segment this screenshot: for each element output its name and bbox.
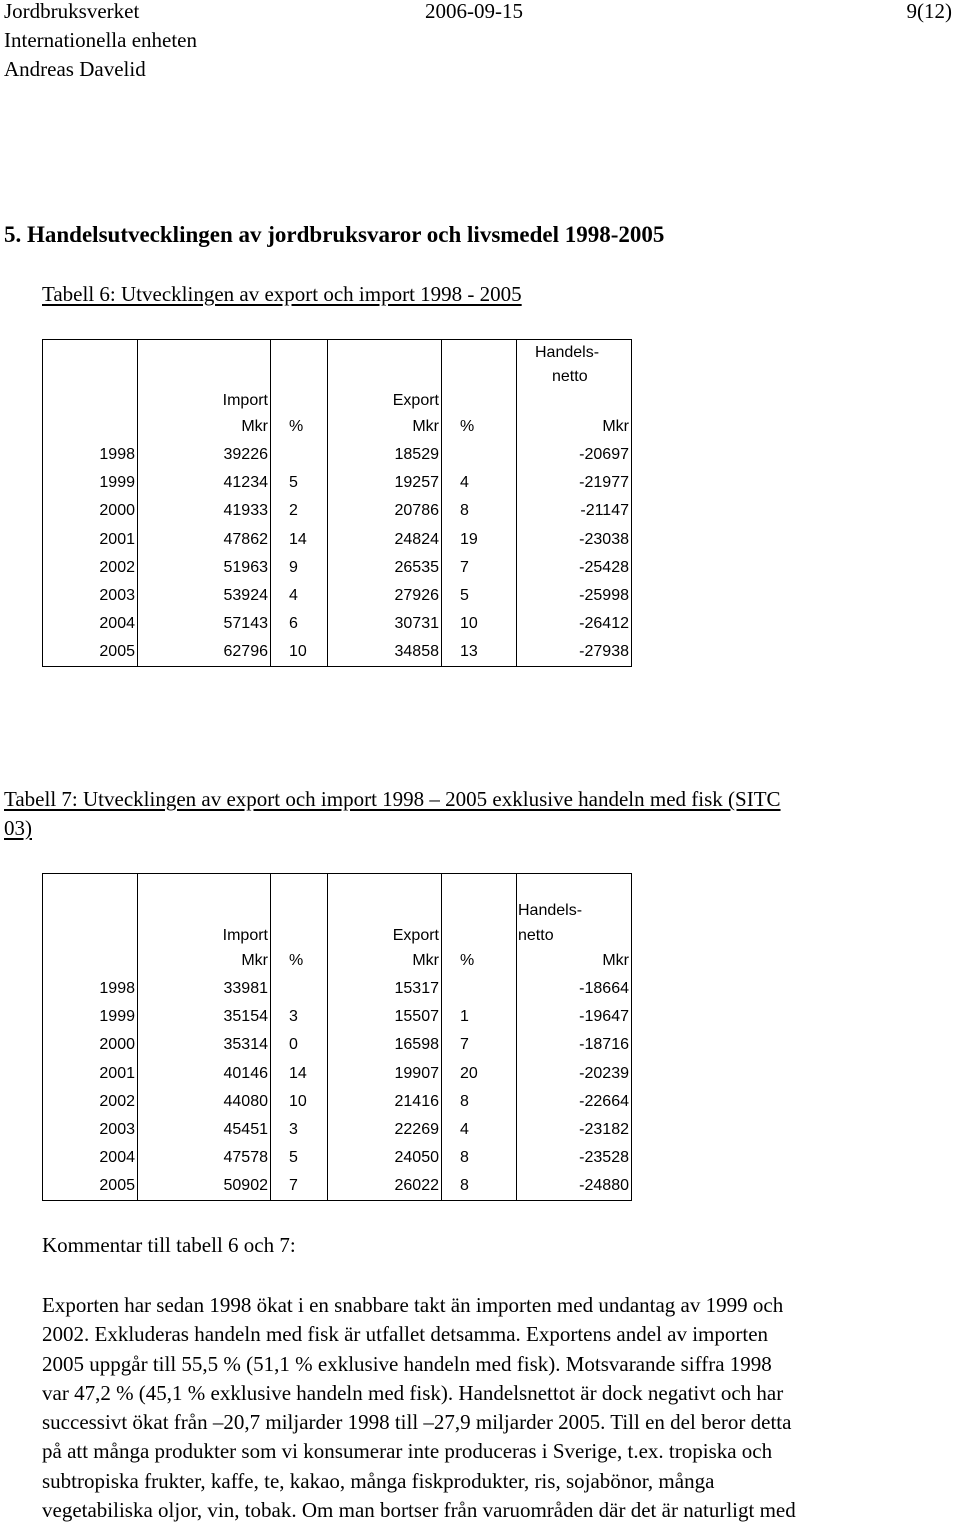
table-cell: 24050 [394,1149,439,1167]
table-cell: 35314 [223,1036,268,1054]
table-cell: 13 [460,643,478,661]
table-cell: 6 [289,615,298,633]
table-cell: 50902 [223,1177,268,1195]
row-year: 2002 [99,1092,135,1110]
column-header-netto: netto [552,368,588,385]
table-cell: -23528 [579,1149,629,1167]
table-cell: 33981 [223,980,268,997]
header-unit: Internationella enheten [4,28,197,52]
table-cell: -22664 [579,1092,629,1110]
table-cell: 51963 [223,558,268,576]
table-cell: 4 [460,1121,469,1138]
unit-label: Mkr [412,418,439,435]
table-cell: 40146 [223,1064,268,1082]
table-cell: 21416 [394,1092,439,1110]
comment-line: 2002. Exkluderas handeln med fisk är utfallet detsamma. Exportens andel av importen [42,1322,769,1347]
unit-label: % [289,952,304,969]
table-cell: 47578 [223,1149,268,1167]
row-year: 2004 [99,1149,135,1167]
table-cell: 5 [289,474,298,492]
unit-label: Mkr [602,418,629,435]
row-year: 2001 [99,530,135,548]
table-cell: -25998 [579,587,629,604]
unit-label: % [460,418,475,435]
comment-line: var 47,2 % (45,1 % exklusive handeln med fisk). Handelsnettot är dock negativt och har [42,1380,784,1405]
header-page-number: 9(12) [906,0,952,23]
unit-label: % [289,418,304,435]
table-hline [42,339,632,340]
column-header-export: Export [392,392,439,409]
table-cell: 16598 [394,1036,439,1054]
table-cell: 53924 [223,587,268,604]
table-cell: 26535 [394,558,439,576]
table-cell: 8 [460,1092,469,1110]
table-vline [270,873,271,1200]
table-vline [631,339,632,666]
row-year: 2000 [99,502,135,520]
table-vline [270,339,271,666]
unit-label: % [460,952,475,969]
table-cell: 34858 [394,643,439,661]
table-cell: -27938 [579,643,629,661]
row-year: 2001 [99,1064,135,1082]
row-year: 1999 [99,1008,135,1026]
table-cell: 4 [289,587,298,604]
table-cell: -20239 [579,1064,629,1082]
column-header-import: Import [222,927,268,944]
table-cell: 10 [289,1092,307,1110]
table-cell: 15317 [394,980,439,997]
table-cell: -18664 [579,980,629,997]
comment-line: Exporten har sedan 1998 ökat i en snabbare takt än importen med undantag av 1999 och [42,1293,784,1317]
table-cell: 41933 [223,502,268,520]
table-cell: 19 [460,530,478,548]
unit-label: Mkr [241,418,268,435]
comment-line: subtropiska frukter, kaffe, te, kakao, många fiskprodukter, ris, sojabönor, många [42,1468,715,1493]
unit-label: Mkr [241,952,268,969]
table-cell: 9 [289,558,298,576]
table-cell: -21147 [580,502,629,520]
table-cell: 3 [289,1008,298,1026]
table-cell: 7 [460,558,469,576]
table-cell: 4 [460,474,469,492]
table-cell: 8 [460,1177,469,1195]
table-vline [441,873,442,1200]
column-header-netto: Handels- [518,902,583,919]
row-year: 2003 [99,587,135,604]
table-cell: 47862 [223,530,268,548]
comment-line: vegetabiliska oljor, vin, tobak. Om man bortser från varuområden där det är naturligt med [42,1498,796,1523]
row-year: 2005 [99,1177,135,1195]
table-cell: -24880 [579,1177,629,1195]
table-cell: 14 [289,1064,307,1082]
column-header-import: Import [222,392,268,409]
table-cell: 10 [289,643,307,661]
comment-line: på att många produkter som vi konsumerar inte produceras i Sverige, t.ex. tropiska och [42,1439,773,1464]
table-cell: 7 [460,1036,469,1054]
table-cell: 57143 [223,615,268,633]
table-cell: 27926 [394,587,439,604]
table-cell: -18716 [579,1036,629,1054]
table-cell: 20 [460,1064,478,1082]
row-year: 2003 [99,1121,135,1138]
table-hline [42,666,632,667]
table-vline [631,873,632,1200]
column-header-netto: netto [518,927,554,944]
row-year: 2005 [99,643,135,661]
column-header-netto: Handels- [535,344,600,361]
row-year: 1998 [99,446,135,463]
row-year: 1999 [99,474,135,492]
unit-label: Mkr [602,952,629,969]
table-cell: -19647 [579,1008,629,1026]
table-cell: -20697 [579,446,629,463]
table-cell: 41234 [223,474,268,492]
table-cell: -25428 [579,558,629,576]
comment-paragraph [42,1291,954,1525]
table-cell: 62796 [223,643,268,661]
table-hline [42,873,632,874]
table-cell: 19257 [394,474,439,492]
table7-caption-line2: 03) [4,816,32,840]
unit-label: Mkr [412,952,439,969]
table-cell: 39226 [223,446,268,463]
table-cell: 35154 [223,1008,268,1026]
column-header-export: Export [392,927,439,944]
table-cell: 8 [460,1149,469,1167]
table-cell: 2 [289,502,298,520]
table-cell: -23038 [579,530,629,548]
table-cell: 20786 [394,502,439,520]
table-cell: 45451 [223,1121,268,1138]
table-cell: 5 [289,1149,298,1167]
table7-caption-line1: Tabell 7: Utvecklingen av export och import 1998 – 2005 exklusive handeln med fisk (SITC [4,787,781,811]
header-author: Andreas Davelid [4,57,146,81]
header-date: 2006-09-15 [425,0,523,23]
table-cell: 15507 [394,1008,439,1026]
table-cell: 24824 [394,530,439,548]
table-cell: 7 [289,1177,298,1195]
table-cell: 0 [289,1036,298,1054]
table-cell: 14 [289,530,307,548]
table-vline [441,339,442,666]
table6-caption: Tabell 6: Utvecklingen av export och import 1998 - 2005 [42,282,522,306]
row-year: 2000 [99,1036,135,1054]
section-title: 5. Handelsutvecklingen av jordbruksvaror och livsmedel 1998-2005 [4,222,665,247]
comment-line: 2005 uppgår till 55,5 % (51,1 % exklusive handeln med fisk). Motsvarande siffra 1998 [42,1351,772,1376]
table-cell: 44080 [223,1092,268,1110]
table-cell: 1 [460,1008,469,1026]
table-cell: 8 [460,502,469,520]
row-year: 2004 [99,615,135,633]
row-year: 1998 [99,980,135,997]
table-cell: 22269 [394,1121,439,1138]
table-cell: 5 [460,587,469,604]
table-cell: 19907 [394,1064,439,1082]
comment-heading: Kommentar till tabell 6 och 7: [42,1233,296,1257]
table-cell: 30731 [394,615,439,633]
table-cell: -26412 [579,615,629,633]
table-cell: 10 [460,615,478,633]
table-cell: -21977 [579,474,629,492]
row-year: 2002 [99,558,135,576]
table-cell: 18529 [394,446,439,463]
table-cell: 3 [289,1121,298,1138]
table-cell: -23182 [579,1121,629,1138]
table-cell: 26022 [394,1177,439,1195]
header-org: Jordbruksverket [4,0,140,23]
table-hline [42,1200,632,1201]
comment-line: successivt ökat från –20,7 miljarder 1998 till –27,9 miljarder 2005. Till en del beror detta [42,1410,792,1435]
